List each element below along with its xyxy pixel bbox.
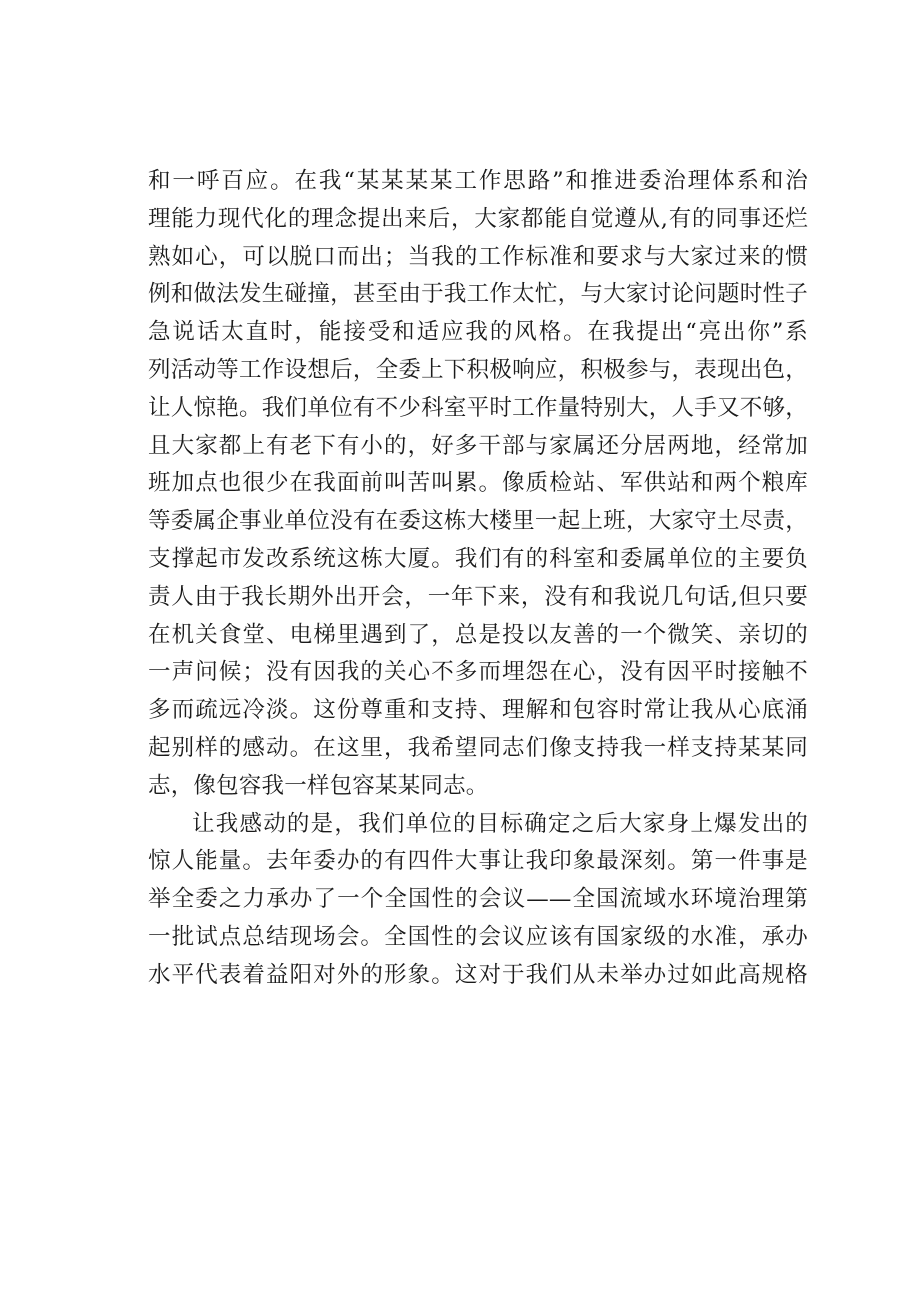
text-line: 班加点也很少在我面前叫苦叫累。像质检站、军供站和两个粮库: [148, 470, 808, 497]
text-line: 起别样的感动。在这里，我希望同志们像支持我一样支持某某同: [148, 734, 808, 761]
text-line: 举全委之力承办了一个全国性的会议——全国流域水环境治理第: [148, 886, 808, 913]
text-line: 且大家都上有老下有小的，好多干部与家属还分居两地，经常加: [148, 432, 808, 459]
text-line: 让我感动的是，我们单位的目标确定之后大家身上爆发出的: [192, 810, 808, 837]
paragraph-1: [148, 163, 808, 806]
text-line: 急说话太直时，能接受和适应我的风格。在我提出“亮出你”系: [148, 319, 808, 346]
text-line: 例和做法发生碰撞，甚至由于我工作太忙，与大家讨论问题时性子: [148, 281, 808, 308]
text-line: 支撑起市发改系统这栋大厦。我们有的科室和委属单位的主要负: [148, 545, 808, 572]
text-line: 志，像包容我一样包容某某同志。: [148, 772, 489, 799]
text-line: 一批试点总结现场会。全国性的会议应该有国家级的水准，承办: [148, 923, 808, 950]
text-line: 和一呼百应。在我“某某某某工作思路”和推进委治理体系和治: [148, 168, 808, 194]
text-line: 水平代表着益阳对外的形象。这对于我们从未举办过如此高规格: [148, 961, 808, 988]
paragraph-2: [148, 806, 808, 995]
text-line: 一声问候；没有因我的关心不多而埋怨在心，没有因平时接触不: [148, 659, 808, 686]
text-line: 在机关食堂、电梯里遇到了，总是投以友善的一个微笑、亲切的: [148, 621, 808, 648]
text-line: 责人由于我长期外出开会，一年下来，没有和我说几句话,但只要: [148, 583, 808, 610]
text-line: 熟如心，可以脱口而出；当我的工作标准和要求与大家过来的惯: [148, 243, 808, 270]
text-line: 多而疏远冷淡。这份尊重和支持、理解和包容时常让我从心底涌: [148, 697, 808, 724]
text-line: 惊人能量。去年委办的有四件大事让我印象最深刻。第一件事是: [148, 848, 808, 875]
text-line: 让人惊艳。我们单位有不少科室平时工作量特别大，人手又不够，: [148, 394, 808, 421]
body-text: [148, 163, 808, 995]
text-line: 等委属企事业单位没有在委这栋大楼里一起上班，大家守土尽责，: [148, 508, 808, 535]
text-line: 列活动等工作设想后，全委上下积极响应，积极参与，表现出色，: [148, 356, 808, 383]
text-line: 理能力现代化的理念提出来后，大家都能自觉遵从,有的同事还烂: [148, 205, 808, 232]
